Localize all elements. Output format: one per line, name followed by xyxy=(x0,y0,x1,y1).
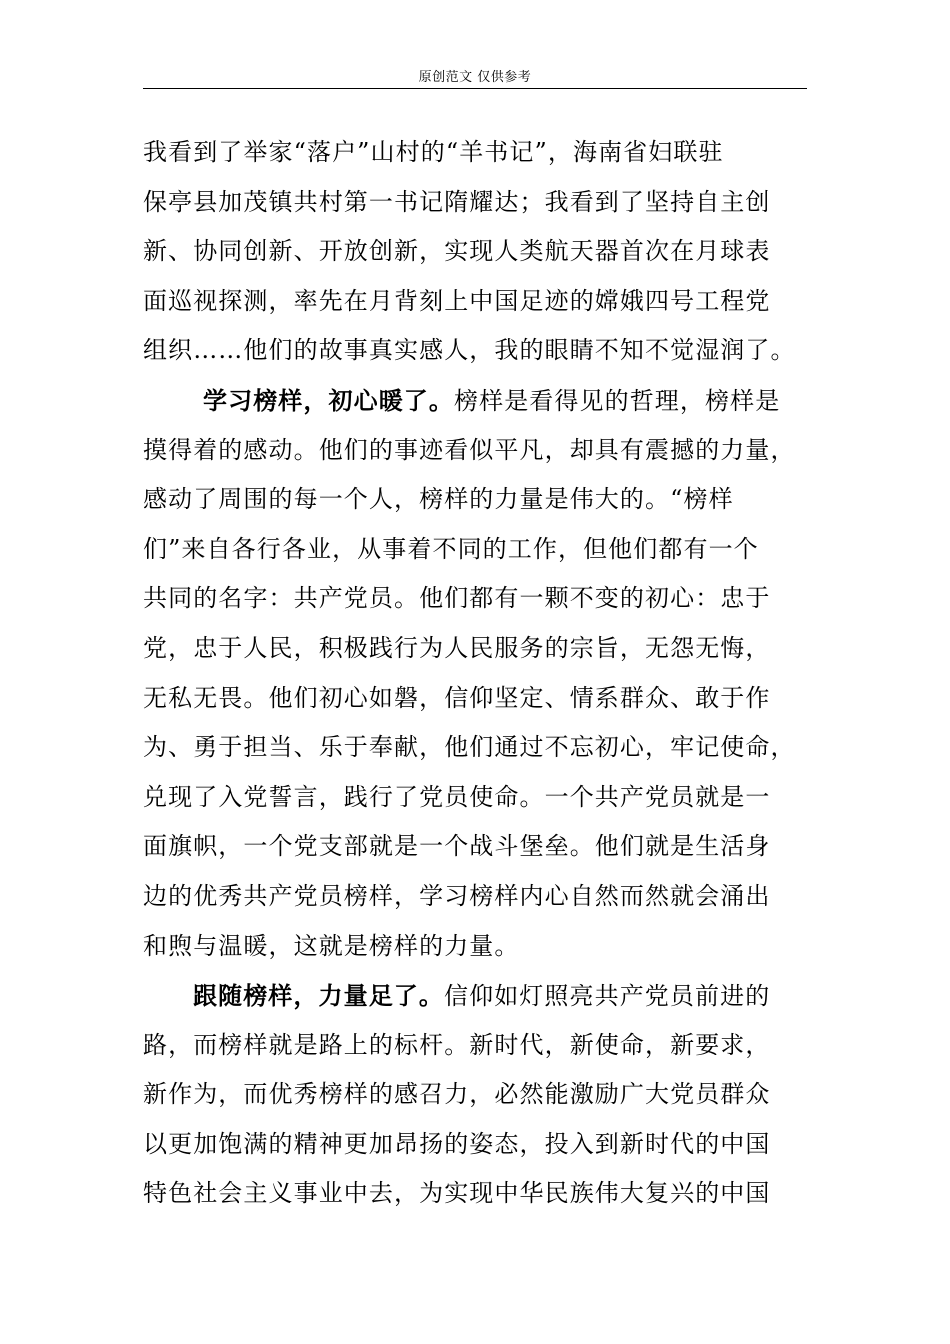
body-line: 新、协同创新、开放创新，实现人类航天器首次在月球表 xyxy=(143,237,771,266)
body-line: 面旗帜，一个党支部就是一个战斗堡垒。他们就是生活身 xyxy=(143,832,771,861)
document-body xyxy=(143,128,807,1219)
body-line: 兑现了入党誓言，践行了党员使命。一个共产党员就是一 xyxy=(143,782,771,811)
page-header xyxy=(143,60,807,89)
paragraph-text: 榜样是看得见的哲理，榜样是 xyxy=(454,386,781,415)
body-line: 路，而榜样就是路上的标杆。新时代，新使命，新要求， xyxy=(143,1030,771,1059)
body-line: 组织……他们的故事真实感人，我的眼睛不知不觉湿润了。 xyxy=(143,336,796,365)
paragraph-text: 信仰如灯照亮共产党员前进的 xyxy=(444,982,771,1011)
body-line: 边的优秀共产党员榜样，学习榜样内心自然而然就会涌出 xyxy=(143,881,771,910)
paragraph-heading: 学习榜样，初心暖了。 xyxy=(203,385,454,415)
paragraph-first-line xyxy=(143,376,807,426)
body-line: 特色社会主义事业中去，为实现中华民族伟大复兴的中国 xyxy=(143,1179,771,1208)
body-line: 摸得着的感动。他们的事迹看似平凡，却具有震撼的力量， xyxy=(143,435,796,464)
body-line: 以更加饱满的精神更加昂扬的姿态，投入到新时代的中国 xyxy=(143,1129,771,1158)
header-text: 原创范文 仅供参考 xyxy=(418,70,532,85)
body-line: 无私无畏。他们初心如磐，信仰坚定、情系群众、敢于作 xyxy=(143,683,771,712)
paragraph-heading: 跟随榜样，力量足了。 xyxy=(193,981,444,1011)
body-line: 面巡视探测，率先在月背刻上中国足迹的嫦娥四号工程党 xyxy=(143,286,771,315)
body-line: 感动了周围的每一个人，榜样的力量是伟大的。“榜样 xyxy=(143,485,734,514)
body-line: 我看到了举家“落户”山村的“羊书记”，海南省妇联驻 xyxy=(143,138,724,166)
paragraph-first-line xyxy=(143,971,807,1021)
body-line: 党，忠于人民，积极践行为人民服务的宗旨，无怨无悔， xyxy=(143,633,771,662)
body-line: 共同的名字：共产党员。他们都有一颗不变的初心：忠于 xyxy=(143,584,771,613)
body-line: 为、勇于担当、乐于奉献，他们通过不忘初心，牢记使命， xyxy=(143,733,796,762)
body-line: 和煦与温暖，这就是榜样的力量。 xyxy=(143,931,520,960)
body-line: 新作为，而优秀榜样的感召力，必然能激励广大党员群众 xyxy=(143,1080,771,1109)
body-line: 保亭县加茂镇共村第一书记隋耀达；我看到了坚持自主创 xyxy=(143,187,771,216)
body-line: 们”来自各行各业，从事着不同的工作，但他们都有一个 xyxy=(143,534,759,563)
